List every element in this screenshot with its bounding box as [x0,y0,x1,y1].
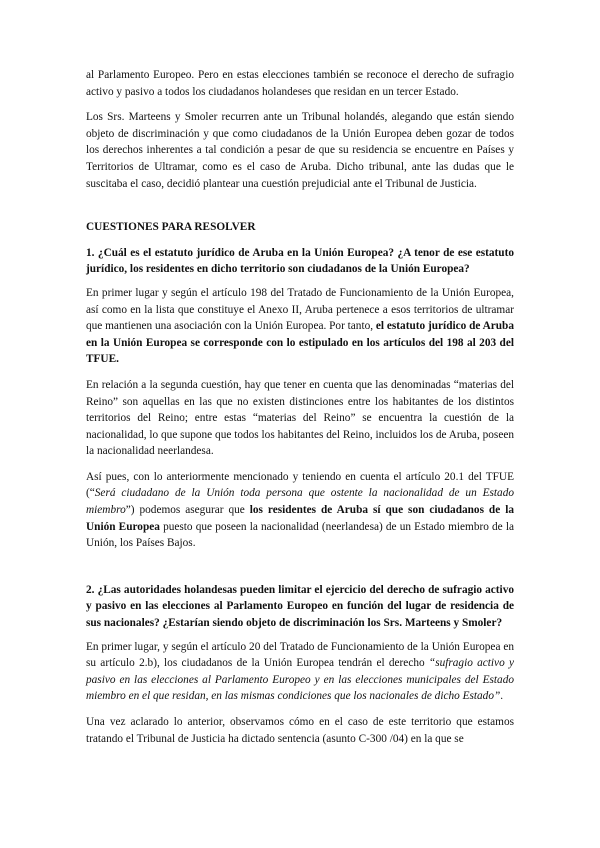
answer-2-paragraph-2: Una vez aclarado lo anterior, observamos cómo en el caso de este territorio que estamos tratando el Tribunal de Justicia ha dictado sentencia (asunto C-300 /04) en la que se [86,716,514,745]
paragraph-intro-continuation: al Parlamento Europeo. Pero en estas elecciones también se reconoce el derecho de sufragio activo y pasivo a todos los ciudadanos holandeses que residan en un tercer Estado. [86,69,514,98]
answer-1-text: En primer lugar y según el artículo 198 del Tratado de Funcionamiento de la Unión Europea, así como en la lista que constituye el Anexo II, Aruba pertenece a esos territorios de ultramar que mantienen una asociación con la Unión Europea. Por tanto, [86,286,514,333]
answer-1-3-mid: ”) podemos asegurar que [125,504,250,517]
answer-2-1-start: En primer lugar, y según el artículo 20 del Tratado de Funcionamiento de la Unión Europea en su artículo 2.b), los ciudadanos de la Unión Europea tendrán el derecho [86,640,514,670]
answer-1-3-end: puesto que poseen la nacionalidad (neerlandesa) de un Estado miembro de la Unión, los Países Bajos. [86,520,515,550]
article-20-quote: “sufragio activo y pasivo en las elecciones al Parlamento Europeo y en las elecciones municipales del Estado miembro en el que residan, en las mismas condiciones que los nacionales de dicho Estado” [86,657,514,703]
answer-1-conclusion: los residentes de Aruba sí que son ciudadanos de la Unión Europea [86,504,514,533]
paragraph-case-facts: Los Srs. Marteens y Smoler recurren ante un Tribunal holandés, alegando que están siendo objeto de discriminación y que como ciudadanos de la Unión Europea deben gozar de todos los derechos inherentes a tal condición a pesar de que su residencia se encuentre en Países y Territorios de Ultramar, como es el caso de Aruba. Dicho tribunal, ante las dudas que le suscitaba el caso, decidió plantear una cuestión prejudicial ante el Tribunal de Justicia. [86,111,514,190]
answer-1-3-start: Así pues, con lo anteriormente mencionado y teniendo en cuenta el artículo 20.1 del TFUE (“ [86,470,514,500]
answer-1-paragraph-2: En relación a la segunda cuestión, hay que tener en cuenta que las denominadas “materias del Reino” son aquellas en las que no existen distinciones entre los habitantes de los distintos territorios del Reino; entre estas “materias del Reino” se encuentra la cuestión de la nacionalidad, lo que supone que todos los habitantes del Reino, incluidos los de Aruba, poseen la nacionalidad neerlandesa. [86,378,514,458]
answer-1-paragraph-1 [86,285,514,368]
answer-1-paragraph-3 [86,469,514,552]
question-2: 2. ¿Las autoridades holandesas pueden limitar el ejercicio del derecho de sufragio activo y pasivo en las elecciones al Parlamento Europeo en función del lugar de residencia de sus nacionales? ¿Estarían siendo objeto de discriminación los Srs. Marteens y Smoler? [86,583,514,630]
answer-2-paragraph-1 [86,639,514,705]
document-body [86,67,514,756]
section-heading: CUESTIONES PARA RESOLVER [86,221,256,234]
answer-1-emphasis: el estatuto jurídico de Aruba en la Unión Europea se corresponde con lo estipulado en los artículos del 198 al 203 del TFUE. [86,320,514,366]
answer-2-1-end: . [500,690,504,703]
question-1: 1. ¿Cuál es el estatuto jurídico de Aruba en la Unión Europea? ¿A tenor de ese estatuto jurídico, los residentes en dicho territorio son ciudadanos de la Unión Europea? [86,246,514,276]
tfue-quote: Será ciudadano de la Unión toda persona que ostente la nacionalidad de un Estado miembro [86,487,514,517]
